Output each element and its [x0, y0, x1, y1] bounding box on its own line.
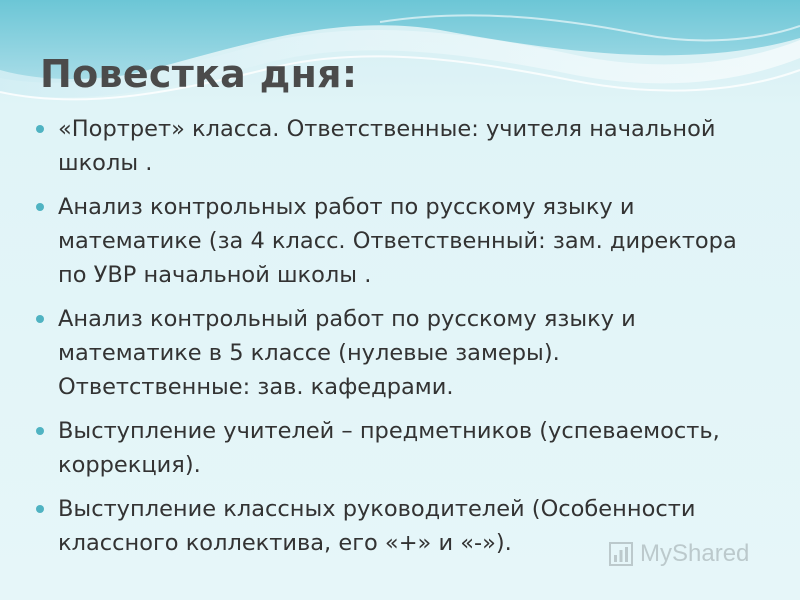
agenda-item-subject-teachers [36, 414, 756, 482]
bullet-icon [36, 427, 44, 435]
agenda-item-portrait [36, 112, 756, 180]
watermark-text: MyShared [640, 540, 750, 567]
agenda-item-text: Выступление классных руководителей (Особенности классного коллектива, его «+» и «-»). [58, 496, 696, 556]
agenda-item-text: «Портрет» класса. Ответственные: учителя начальной школы . [58, 116, 716, 176]
agenda-item-text: Анализ контрольный работ по русскому языку и математике в 5 классе (нулевые замеры). Ответственные: зав. кафедрами. [58, 306, 636, 400]
bullet-icon [36, 125, 44, 133]
bullet-icon [36, 315, 44, 323]
agenda-item-text: Анализ контрольных работ по русскому языку и математике (за 4 класс. Ответственный: зам. директора по УВР начальной школы . [58, 194, 737, 288]
slide-title: Повестка дня: [40, 52, 358, 96]
bullet-icon [36, 505, 44, 513]
agenda-item-text: Выступление учителей – предметников (успеваемость, коррекция). [58, 418, 720, 478]
watermark [608, 540, 749, 568]
agenda-item-analysis-grade5 [36, 302, 756, 404]
chart-logo-icon [608, 541, 634, 567]
bullet-icon [36, 203, 44, 211]
agenda-item-analysis-grade4 [36, 190, 756, 292]
agenda-list [36, 112, 756, 570]
